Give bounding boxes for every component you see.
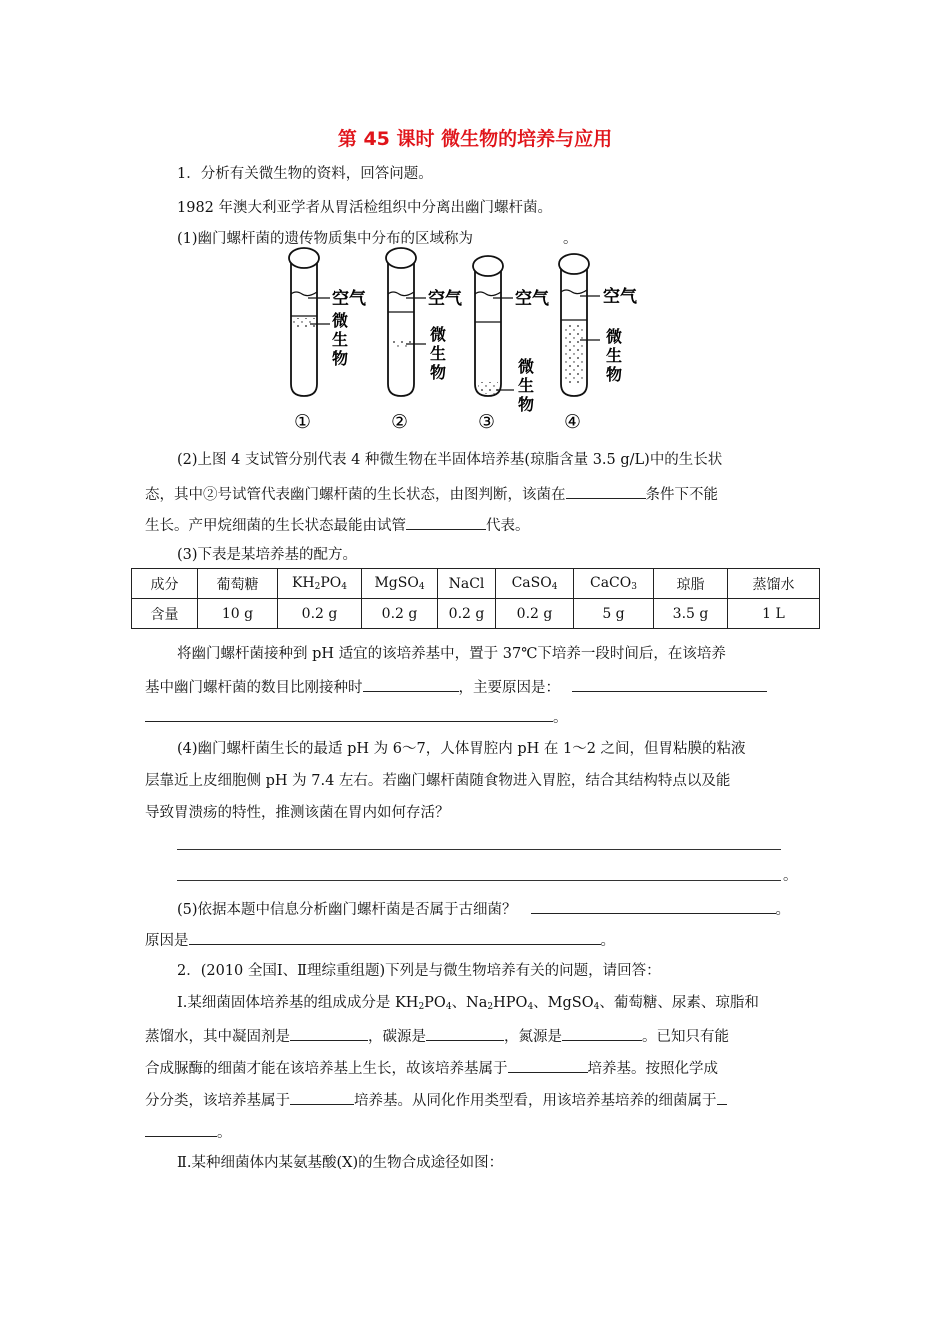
answer-line[interactable] [177, 880, 781, 881]
answer-blank[interactable] [531, 898, 776, 914]
microbe-label-char: 物 [332, 349, 349, 368]
table-cell: CaCO$_3$ [574, 569, 654, 599]
q1-part3-line1: 将幽门螺杆菌接种到 pH 适宜的该培养基中，置于 37℃下培养一段时间后，在该培养 [177, 646, 726, 662]
answer-blank[interactable] [426, 1025, 504, 1041]
test-tube-figure [280, 244, 660, 434]
answer-blank[interactable] [406, 514, 486, 530]
answer-blank[interactable] [473, 228, 563, 243]
q1-part4-end: 。 [783, 868, 798, 884]
q1-background: 1982 年澳大利亚学者从胃活检组织中分离出幽门螺杆菌。 [177, 200, 553, 216]
q1-part4-line2: 层靠近上皮细胞侧 pH 为 7.4 左右。若幽门螺杆菌随食物进入胃腔，结合其结构特点以及能 [145, 773, 731, 789]
test-tube-2 [386, 248, 426, 396]
test-tube-1 [289, 248, 330, 396]
q2-part1-line5: 。 [145, 1121, 232, 1143]
answer-blank[interactable] [562, 1025, 642, 1041]
table-cell: 0.2 g [438, 599, 496, 629]
microbe-label-char: 微 [430, 325, 447, 344]
microbe-label-char: 生 [332, 330, 349, 349]
tube-number: ② [391, 411, 409, 433]
answer-blank[interactable] [566, 483, 646, 499]
recipe-table [131, 568, 820, 629]
table-cell: 0.2 g [496, 599, 574, 629]
tube-number: ① [294, 411, 312, 433]
microbe-label-char: 物 [518, 395, 535, 414]
page-title: 第 45 课时 微生物的培养与应用 [337, 128, 613, 150]
answer-blank[interactable] [290, 1089, 354, 1105]
q1-part3-line3: 。 [145, 706, 568, 728]
test-tube-4 [559, 254, 600, 396]
test-tube-3 [473, 256, 514, 396]
table-cell: CaSO$_4$ [496, 569, 574, 599]
air-label: 空气 [603, 287, 637, 307]
table-row [132, 569, 820, 599]
table-cell: 1 L [728, 599, 820, 629]
q1-part3-line2: 基中幽门螺杆菌的数目比刚接种时 ，主要原因是： [145, 676, 767, 698]
table-cell: 含量 [132, 599, 198, 629]
table-cell: 0.2 g [278, 599, 362, 629]
table-cell: 3.5 g [654, 599, 728, 629]
table-cell: 葡萄糖 [198, 569, 278, 599]
table-cell: NaCl [438, 569, 496, 599]
table-cell: 10 g [198, 599, 278, 629]
tube-number: ④ [564, 411, 582, 433]
air-label: 空气 [515, 289, 549, 309]
q1-part2-line1: (2)上图 4 支试管分别代表 4 种微生物在半固体培养基(琼脂含量 3.5 g/L)中的生长状 [177, 452, 723, 468]
microbe-label-char: 生 [518, 376, 535, 395]
air-label: 空气 [332, 289, 366, 309]
microbe-label-char: 微 [606, 327, 623, 346]
q2-part1-line2: 蒸馏水，其中凝固剂是 ，碳源是 ，氮源是 。已知只有能 [145, 1025, 729, 1047]
table-cell: 蒸馏水 [728, 569, 820, 599]
tube-number: ③ [478, 411, 496, 433]
answer-blank[interactable] [363, 676, 459, 692]
microbe-label-char: 微 [518, 357, 535, 376]
table-cell: 琼脂 [654, 569, 728, 599]
microbe-label-char: 生 [606, 346, 623, 365]
q1-part2-line2: 态，其中②号试管代表幽门螺杆菌的生长状态，由图判断，该菌在 条件下不能 [145, 483, 718, 505]
q2-part1-line4: 分分类，该培养基属于 培养基。从同化作用类型看，用该培养基培养的细菌属于 [145, 1089, 727, 1111]
q1-part5-line2: 原因是 。 [145, 929, 615, 951]
q1-part1: (1)幽门螺杆菌的遗传物质集中分布的区域称为 。 [177, 228, 578, 249]
table-cell: 0.2 g [362, 599, 438, 629]
answer-blank[interactable] [508, 1057, 588, 1073]
answer-blank[interactable] [145, 706, 553, 722]
answer-blank[interactable] [717, 1089, 727, 1105]
answer-blank[interactable] [145, 1121, 217, 1137]
q2-intro: 2．(2010 全国Ⅰ、Ⅱ理综重组题)下列是与微生物培养有关的问题，请回答： [177, 963, 661, 979]
answer-blank[interactable] [572, 676, 767, 692]
q1-part4-line1: (4)幽门螺杆菌生长的最适 pH 为 6～7，人体胃腔内 pH 在 1～2 之间，但胃粘膜的粘液 [177, 741, 746, 757]
q1-intro: 1．分析有关微生物的资料，回答问题。 [177, 166, 433, 182]
q2-part1-line3: 合成脲酶的细菌才能在该培养基上生长，故该培养基属于 培养基。按照化学成 [145, 1057, 718, 1079]
air-label: 空气 [428, 289, 462, 309]
microbe-label-char: 物 [430, 363, 447, 382]
table-cell: 5 g [574, 599, 654, 629]
microbe-label-char: 生 [430, 344, 447, 363]
microbe-label-char: 物 [606, 365, 623, 384]
table-cell: 成分 [132, 569, 198, 599]
table-cell: $KH_2PO_4$ [278, 569, 362, 599]
answer-line[interactable] [177, 849, 781, 850]
table-cell: MgSO$_4$ [362, 569, 438, 599]
answer-blank[interactable] [189, 929, 601, 945]
q1-part4-line3: 导致胃溃疡的特性，推测该菌在胃内如何存活？ [145, 805, 450, 821]
q2-part1-line1: Ⅰ.某细菌固体培养基的组成成分是 $KH_2PO_4$、$Na_2HPO_4$、MgSO$_4$、葡萄糖、尿素、琼脂和 [177, 995, 759, 1012]
q1-part2-line3: 生长。产甲烷细菌的生长状态最能由试管 代表。 [145, 514, 530, 536]
answer-blank[interactable] [290, 1025, 368, 1041]
q1-part3: (3)下表是某培养基的配方。 [177, 547, 358, 563]
q2-part2: Ⅱ.某种细菌体内某氨基酸(X)的生物合成途径如图： [177, 1155, 504, 1171]
q1-part5-line1: (5)依据本题中信息分析幽门螺杆菌是否属于古细菌？ 。 [177, 898, 790, 920]
microbe-label-char: 微 [332, 311, 349, 330]
table-row [132, 599, 820, 629]
